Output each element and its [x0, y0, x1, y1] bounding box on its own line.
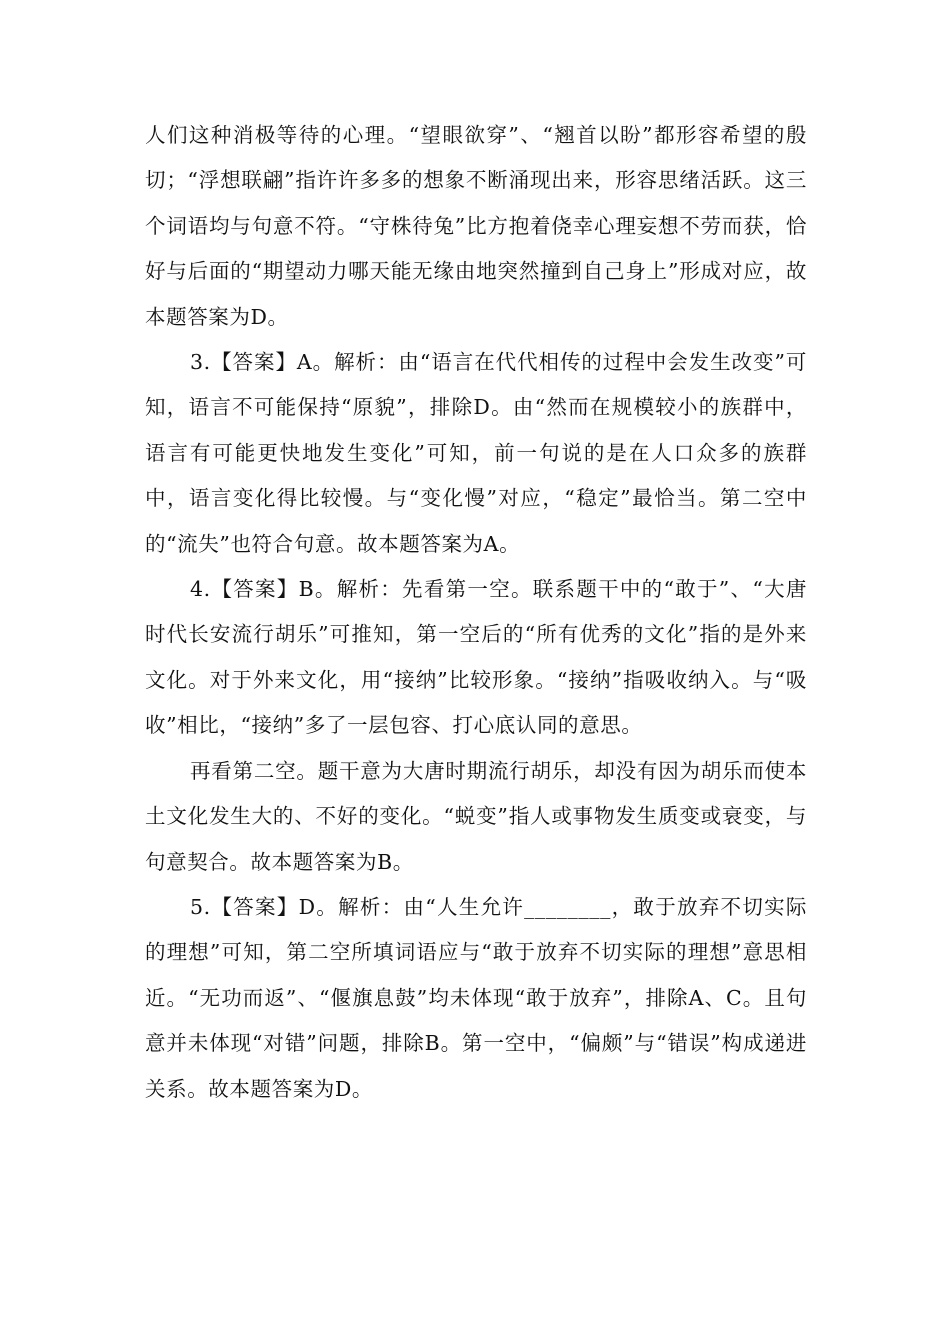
paragraph-answer-4-continued: 再看第二空。题干意为大唐时期流行胡乐，却没有因为胡乐而使本土文化发生大的、不好的变化。“蜕变”指人或事物发生质变或衰变，与句意契合。故本题答案为B。	[145, 758, 807, 874]
paragraph-answer-4: 4.【答案】B。解析：先看第一空。联系题干中的“敢于”、“大唐时代长安流行胡乐”可推知，第一空后的“所有优秀的文化”指的是外来文化。对于外来文化，用“接纳”比较形象。“接纳”指吸收纳入。与“吸收”相比，“接纳”多了一层包容、打心底认同的意思。	[145, 577, 807, 738]
answer-explanations	[145, 113, 807, 1112]
paragraph-answer-5: 5.【答案】D。解析：由“人生允许________，敢于放弃不切实际的理想”可知，第二空所填词语应与“敢于放弃不切实际的理想”意思相近。“无功而返”、“偃旗息鼓”均未体现“敢于放弃”，排除A、C。且句意并未体现“对错”问题，排除B。第一空中，“偏颇”与“错误”构成递进关系。故本题答案为D。	[145, 894, 807, 1101]
paragraph-continuation: 人们这种消极等待的心理。“望眼欲穿”、“翘首以盼”都形容希望的殷切；“浮想联翩”指许许多多的想象不断涌现出来，形容思绪活跃。这三个词语均与句意不符。“守株待兔”比方抱着侥幸心理妄想不劳而获，恰好与后面的“期望动力哪天能无缘由地突然撞到自己身上”形成对应，故本题答案为D。	[145, 123, 807, 329]
paragraph-answer-3: 3.【答案】A。解析：由“语言在代代相传的过程中会发生改变”可知，语言不可能保持“原貌”，排除D。由“然而在规模较小的族群中，语言有可能更快地发生变化”可知，前一句说的是在人口众多的族群中，语言变化得比较慢。与“变化慢”对应，“稳定”最恰当。第二空中的“流失”也符合句意。故本题答案为A。	[145, 350, 807, 556]
